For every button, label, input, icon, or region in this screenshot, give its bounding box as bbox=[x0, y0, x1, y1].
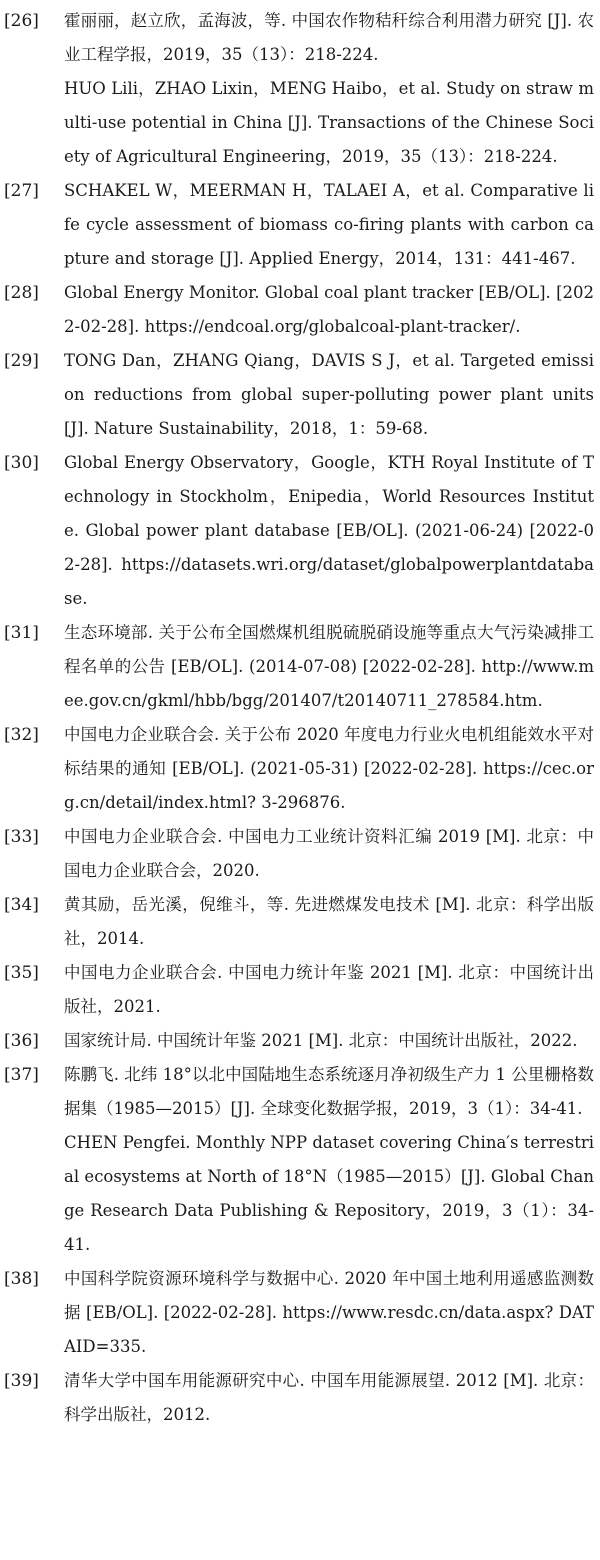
reference-text: SCHAKEL W，MEERMAN H，TALAEI A，et al. Comparative life cycle assessment of biomass co-firing plants with carbon capture and storage [J]. Applied Energy，2014，131：441-467. bbox=[64, 181, 594, 268]
reference-item bbox=[0, 820, 600, 888]
reference-text: 中国电力企业联合会. 中国电力工业统计资料汇编 2019 [M]. 北京：中国电力企业联合会，2020. bbox=[64, 827, 594, 880]
reference-number: [28] bbox=[4, 283, 39, 303]
reference-number: [38] bbox=[4, 1269, 39, 1289]
reference-number: [29] bbox=[4, 351, 39, 371]
reference-text-chinese: 陈鹏飞. 北纬 18°以北中国陆地生态系统逐月净初级生产力 1 公里栅格数据集（1985—2015）[J]. 全球变化数据学报，2019，3（1）：34-41. bbox=[64, 1065, 594, 1118]
reference-text: 生态环境部. 关于公布全国燃煤机组脱硫脱硝设施等重点大气污染减排工程名单的公告 [EB/OL]. (2014-07-08) [2022-02-28]. http://www.mee.gov.cn/gkml/hbb/bgg/201407/t20140711_278584.htm. bbox=[64, 623, 594, 710]
reference-text-english: HUO Lili，ZHAO Lixin，MENG Haibo，et al. Study on straw multi-use potential in China [J]. Transactions of the Chinese Society of Agricultural Engineering，2019，35（13）：218-224. bbox=[64, 79, 594, 166]
reference-text: 清华大学中国车用能源研究中心. 中国车用能源展望. 2012 [M]. 北京：科学出版社，2012. bbox=[64, 1371, 594, 1424]
reference-number: [31] bbox=[4, 623, 39, 643]
reference-item bbox=[0, 4, 600, 174]
reference-item bbox=[0, 174, 600, 276]
reference-number: [27] bbox=[4, 181, 39, 201]
reference-number: [36] bbox=[4, 1031, 39, 1051]
reference-number: [33] bbox=[4, 827, 39, 847]
reference-item bbox=[0, 446, 600, 616]
reference-text: 中国电力企业联合会. 中国电力统计年鉴 2021 [M]. 北京：中国统计出版社，2021. bbox=[64, 963, 594, 1016]
reference-text-english: CHEN Pengfei. Monthly NPP dataset covering China′s terrestrial ecosystems at North of 18°N（1985—2015）[J]. Global Change Research Data Publishing & Repository，2019，3（1）：34-41. bbox=[64, 1133, 594, 1254]
reference-number: [39] bbox=[4, 1371, 39, 1391]
reference-item bbox=[0, 888, 600, 956]
reference-text: TONG Dan，ZHANG Qiang，DAVIS S J，et al. Targeted emission reductions from global super-polluting power plant units [J]. Nature Sustainability，2018，1：59-68. bbox=[64, 351, 594, 438]
reference-item bbox=[0, 718, 600, 820]
reference-item bbox=[0, 1364, 600, 1432]
reference-number: [32] bbox=[4, 725, 39, 745]
reference-text: 中国科学院资源环境科学与数据中心. 2020 年中国土地利用遥感监测数据 [EB/OL]. [2022-02-28]. https://www.resdc.cn/data.aspx? DATAID=335. bbox=[64, 1269, 594, 1356]
reference-number: [35] bbox=[4, 963, 39, 983]
reference-text: 国家统计局. 中国统计年鉴 2021 [M]. 北京：中国统计出版社，2022. bbox=[64, 1031, 578, 1050]
reference-number: [34] bbox=[4, 895, 39, 915]
reference-text: Global Energy Monitor. Global coal plant tracker [EB/OL]. [2022-02-28]. https://endcoal.org/globalcoal-plant-tracker/. bbox=[64, 283, 594, 336]
reference-item bbox=[0, 1262, 600, 1364]
reference-text: Global Energy Observatory，Google，KTH Royal Institute of Technology in Stockholm，Enipedia，World Resources Institute. Global power plant database [EB/OL]. (2021-06-24) [2022-02-28]. https://datasets.wri.org/dataset/globalpowerplantdatabase. bbox=[64, 453, 594, 608]
reference-item bbox=[0, 276, 600, 344]
reference-item bbox=[0, 1024, 600, 1058]
reference-number: [37] bbox=[4, 1065, 39, 1085]
reference-number: [26] bbox=[4, 11, 39, 31]
reference-text: 中国电力企业联合会. 关于公布 2020 年度电力行业火电机组能效水平对标结果的通知 [EB/OL]. (2021-05-31) [2022-02-28]. https://cec.org.cn/detail/index.html? 3-296876. bbox=[64, 725, 594, 812]
reference-text-chinese: 霍丽丽，赵立欣，孟海波，等. 中国农作物秸秆综合利用潜力研究 [J]. 农业工程学报，2019，35（13）：218-224. bbox=[64, 11, 594, 64]
reference-text: 黄其励，岳光溪，倪维斗，等. 先进燃煤发电技术 [M]. 北京：科学出版社，2014. bbox=[64, 895, 594, 948]
reference-item bbox=[0, 616, 600, 718]
reference-number: [30] bbox=[4, 453, 39, 473]
reference-item bbox=[0, 956, 600, 1024]
reference-item bbox=[0, 344, 600, 446]
reference-item bbox=[0, 1058, 600, 1262]
